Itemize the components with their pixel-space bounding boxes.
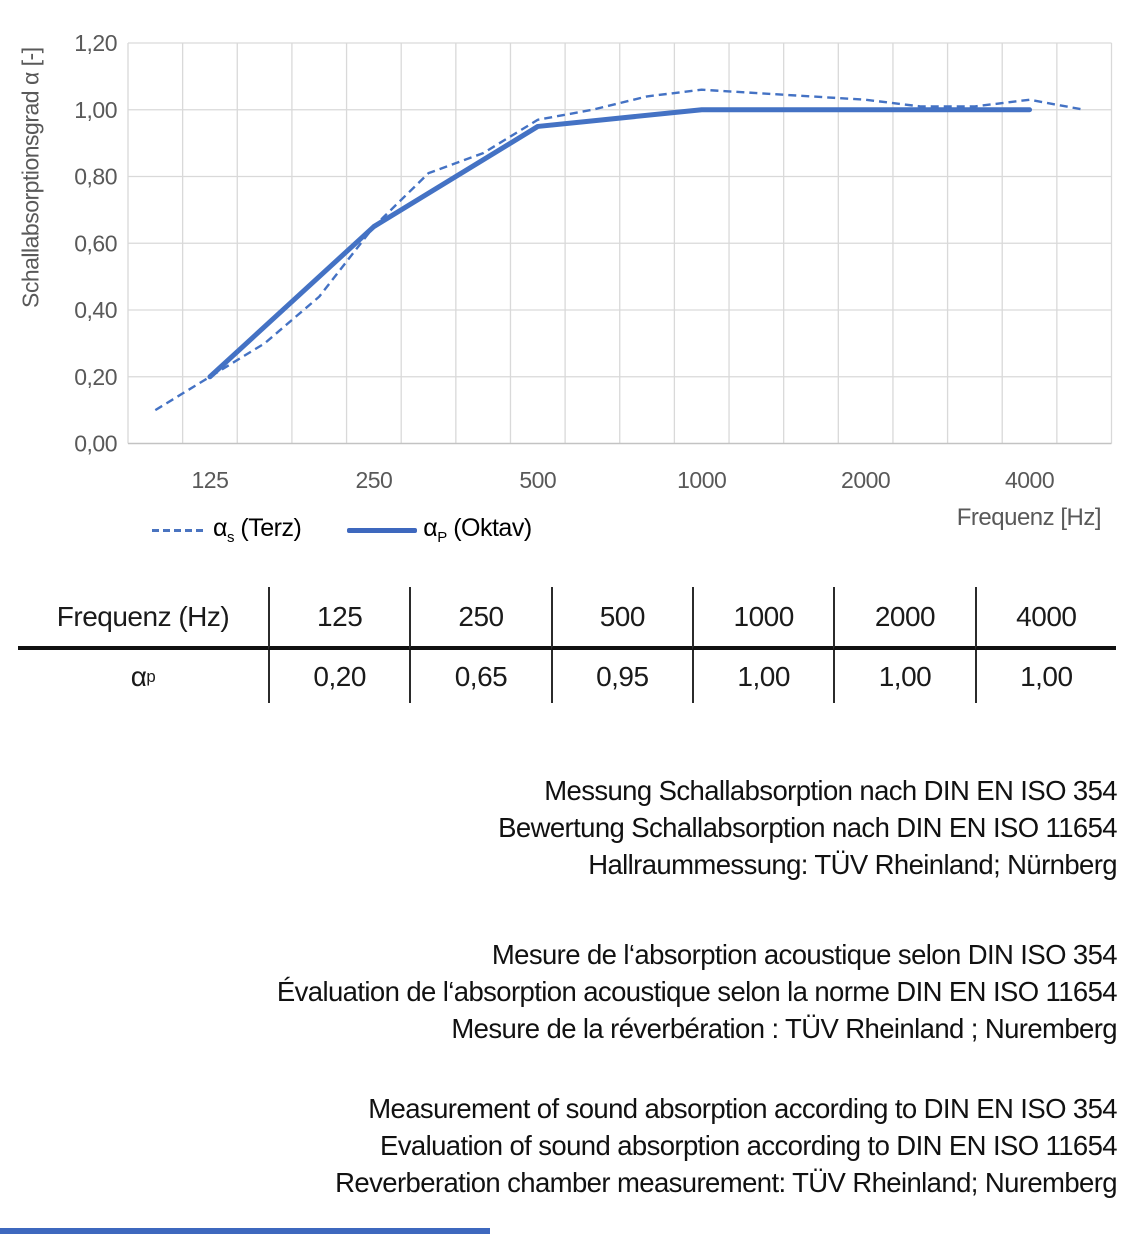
table-header-frequency: Frequenz (Hz) [18, 587, 268, 650]
absorption-table [18, 587, 1116, 703]
solid-line-sample-icon [347, 528, 417, 533]
table-value-4000: 1,00 [975, 650, 1116, 703]
legend-symbol: α [213, 514, 227, 542]
table-header-250: 250 [409, 587, 550, 650]
y-tick-label: 0,80 [74, 163, 117, 190]
table-header-2000: 2000 [833, 587, 974, 650]
legend-suffix: (Oktav) [446, 514, 532, 542]
table-header-4000: 4000 [975, 587, 1116, 650]
note-line: Évaluation de l‘absorption acoustique selon la norme DIN EN ISO 11654 [276, 976, 1117, 1007]
x-tick-label: 1000 [677, 467, 727, 493]
y-tick-label: 0,20 [74, 363, 117, 390]
footer-accent-bar [0, 1228, 490, 1234]
y-tick-label: 0,00 [74, 430, 117, 457]
table-value-500: 0,95 [551, 650, 692, 703]
note-line: Messung Schallabsorption nach DIN EN ISO 354 [544, 775, 1117, 806]
x-axis-title: Frequenz [Hz] [956, 504, 1101, 531]
note-line: Reverberation chamber measurement: TÜV Rheinland; Nuremberg [335, 1167, 1117, 1198]
y-tick-label: 0,60 [74, 230, 117, 257]
legend-label-alpha-p [423, 514, 531, 546]
table-header-125: 125 [268, 587, 409, 650]
x-tick-label: 4000 [1004, 467, 1055, 493]
note-line: Measurement of sound absorption according to DIN EN ISO 354 [368, 1093, 1117, 1124]
x-tick-label: 500 [519, 467, 557, 493]
x-tick-label: 250 [355, 467, 393, 493]
note-line: Mesure de l‘absorption acoustique selon DIN ISO 354 [491, 939, 1117, 970]
absorption-chart [0, 0, 1135, 500]
legend-item-alpha-s [152, 514, 301, 546]
legend-subscript: P [437, 529, 447, 546]
table-row-label-alpha-p [18, 650, 268, 703]
note-line: Mesure de la réverbération : TÜV Rheinland ; Nuremberg [451, 1013, 1117, 1044]
alpha-subscript: p [146, 666, 156, 686]
table-value-2000: 1,00 [833, 650, 974, 703]
note-block-german [498, 772, 1117, 883]
note-line: Hallraummessung: TÜV Rheinland; Nürnberg [588, 849, 1117, 880]
legend-symbol: α [423, 514, 438, 542]
legend-subscript: s [226, 529, 234, 546]
y-tick-label: 1,20 [74, 30, 117, 56]
chart-legend [152, 514, 532, 546]
x-tick-label: 125 [191, 467, 229, 493]
y-tick-label: 1,00 [74, 96, 117, 123]
table-header-500: 500 [551, 587, 692, 650]
table-value-125: 0,20 [268, 650, 409, 703]
y-tick-label: 0,40 [74, 297, 117, 323]
table-header-1000: 1000 [692, 587, 833, 650]
x-tick-label: 2000 [841, 467, 891, 493]
legend-suffix: (Terz) [233, 514, 302, 542]
note-block-french [277, 936, 1117, 1047]
legend-label-alpha-s [213, 514, 301, 546]
dashed-line-sample-icon [152, 529, 204, 532]
table-value-1000: 1,00 [692, 650, 833, 703]
note-block-english [335, 1090, 1117, 1201]
y-axis-title: Schallabsorptionsgrad α [-] [17, 47, 44, 308]
note-line: Evaluation of sound absorption according to DIN EN ISO 11654 [379, 1130, 1117, 1161]
table-value-250: 0,65 [409, 650, 550, 703]
alpha-symbol: α [130, 660, 147, 692]
note-line: Bewertung Schallabsorption nach DIN EN ISO 11654 [498, 812, 1117, 843]
legend-item-alpha-p [347, 514, 531, 546]
